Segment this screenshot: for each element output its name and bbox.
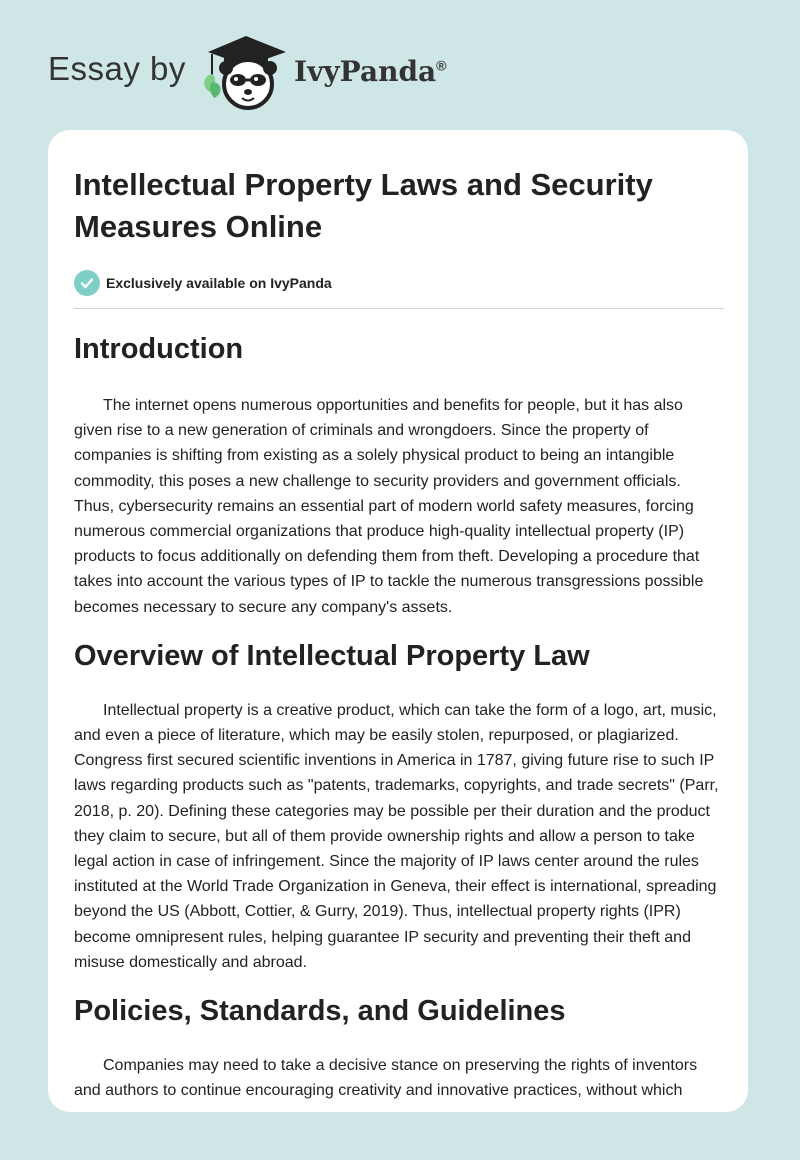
exclusive-badge — [74, 270, 724, 296]
site-header — [0, 0, 800, 130]
panda-graduate-icon[interactable] — [200, 32, 290, 112]
brand-name[interactable] — [294, 55, 447, 88]
article-title: Intellectual Property Laws and Security Measures Online — [74, 167, 653, 244]
exclusive-label: Exclusively available on IvyPanda — [106, 275, 332, 291]
check-icon — [74, 270, 100, 296]
section-heading: Overview of Intellectual Property Law — [74, 639, 590, 672]
article-card — [48, 130, 748, 1112]
section-paragraph: The internet opens numerous opportunities and benefits for people, but it has also given rise to a new generation of criminals and wrongdoers. Since the property of companies is shifting from existing as a solely physical product to being an intangible commodity, this poses a new challenge to security providers and government officials. Thus, cybersecurity remains an essential part of modern world safety measures, forcing numerous commercial organizations that produce high-quality intellectual property (IP) products to focus additionally on defending them from theft. Developing a procedure that takes into account the various types of IP to tackle the numerous transgressions possible becomes necessary to secure any company's assets. — [74, 397, 704, 616]
section-paragraph: Companies may need to take a decisive stance on preserving the rights of inventors and authors to continue encouraging creativity and innovative practices, without which — [74, 1057, 698, 1100]
section-heading: Policies, Standards, and Guidelines — [74, 995, 566, 1028]
brand-text: IvyPanda — [294, 55, 437, 88]
divider — [74, 308, 724, 309]
section-paragraph: Intellectual property is a creative product, which can take the form of a logo, art, music, and even a piece of literature, which may be easily stolen, repurposed, or plagiarized. Congress first secured scientific inventions in America in 1787, giving future rise to such IP laws regarding products such as "patents, trademarks, copyrights, and trade secrets" (Parr, 2018, p. 20). Defining these categories may be possible per their duration and the product they claim to secure, but all of them provide ownership rights and allow a person to take legal action in case of infringement. Since the majority of IP laws center around the rules instituted at the World Trade Organization in Geneva, their effect is international, spreading beyond the US (Abbott, Cottier, & Gurry, 2019). Thus, intellectual property rights (IPR) become omnipresent rules, helping guarantee IP security and preventing their theft and misuse domestically and abroad. — [74, 701, 719, 971]
registered-mark: ® — [436, 57, 447, 74]
section-heading: Introduction — [74, 333, 244, 365]
article-content — [74, 164, 724, 1103]
essay-by-label: Essay by — [48, 50, 186, 87]
